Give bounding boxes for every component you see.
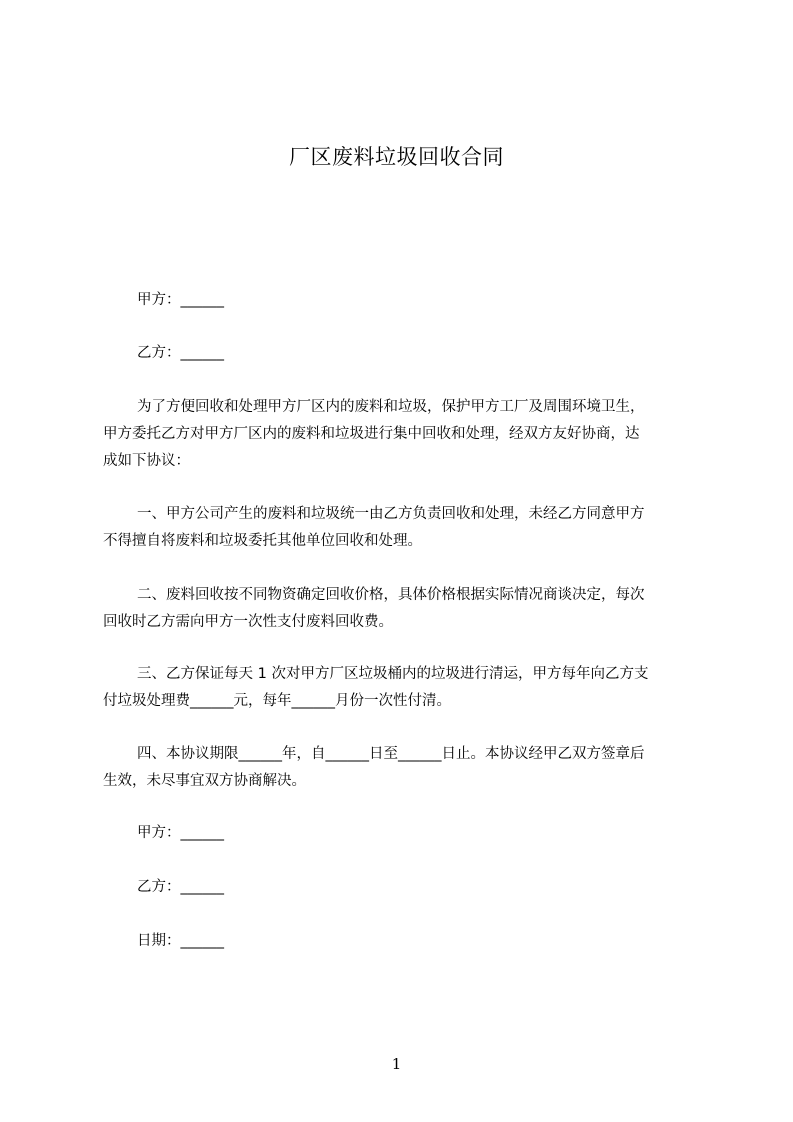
- clause-3-line-2: [103, 688, 708, 715]
- intro-line-1: [103, 394, 708, 421]
- clause-4-text-2: 生效，未尽事宜双方协商解决。: [103, 773, 306, 789]
- clause-2-text-1: 二、废料回收按不同物资确定回收价格，具体价格根据实际情况商谈决定，每次: [137, 587, 645, 603]
- clause-2-line-1: [103, 582, 708, 609]
- clause-3-line-1: [103, 661, 708, 688]
- intro-line-3: [103, 448, 708, 475]
- clause-4-text-1: 四、本协议期限______年，自______日至______日止。本协议经甲乙双方签章后: [137, 746, 645, 762]
- party-a-line: [103, 287, 708, 314]
- intro-text-2: 甲方委托乙方对甲方厂区内的废料和垃圾进行集中回收和处理，经双方友好协商，达: [103, 426, 640, 442]
- sign-party-a-line: [103, 820, 708, 847]
- sign-date-label: 日期：______: [137, 933, 224, 949]
- sign-party-b-line: [103, 874, 708, 901]
- clause-1-text-1: 一、甲方公司产生的废料和垃圾统一由乙方负责回收和处理，未经乙方同意甲方: [137, 506, 645, 522]
- sign-date-line: [103, 928, 708, 955]
- clause-1-line-1: [103, 501, 708, 528]
- clause-2-text-2: 回收时乙方需向甲方一次性支付废料回收费。: [103, 614, 393, 630]
- intro-text-3: 成如下协议：: [103, 453, 190, 469]
- party-b-line: [103, 340, 708, 367]
- sign-party-a-label: 甲方：______: [137, 825, 224, 841]
- clause-3-text-1: 三、乙方保证每天 1 次对甲方厂区垃圾桶内的垃圾进行清运，甲方每年向乙方支: [137, 666, 649, 682]
- clause-3-text-2: 付垃圾处理费______元，每年______月份一次性付清。: [103, 693, 451, 709]
- document-title: 厂区废料垃圾回收合同: [289, 145, 504, 169]
- clause-1-text-2: 不得擅自将废料和垃圾委托其他单位回收和处理。: [103, 533, 422, 549]
- sign-party-b-label: 乙方：______: [137, 879, 224, 895]
- intro-text-1: 为了方便回收和处理甲方厂区内的废料和垃圾，保护甲方工厂及周围环境卫生，: [137, 399, 645, 415]
- intro-line-2: [103, 421, 708, 448]
- page-number: 1: [391, 1055, 402, 1073]
- clause-2-line-2: [103, 609, 708, 636]
- party-b-label: 乙方：______: [137, 345, 224, 361]
- clause-4-line-2: [103, 768, 708, 795]
- clause-4-line-1: [103, 741, 708, 768]
- party-a-label: 甲方：______: [137, 292, 224, 308]
- clause-1-line-2: [103, 528, 708, 555]
